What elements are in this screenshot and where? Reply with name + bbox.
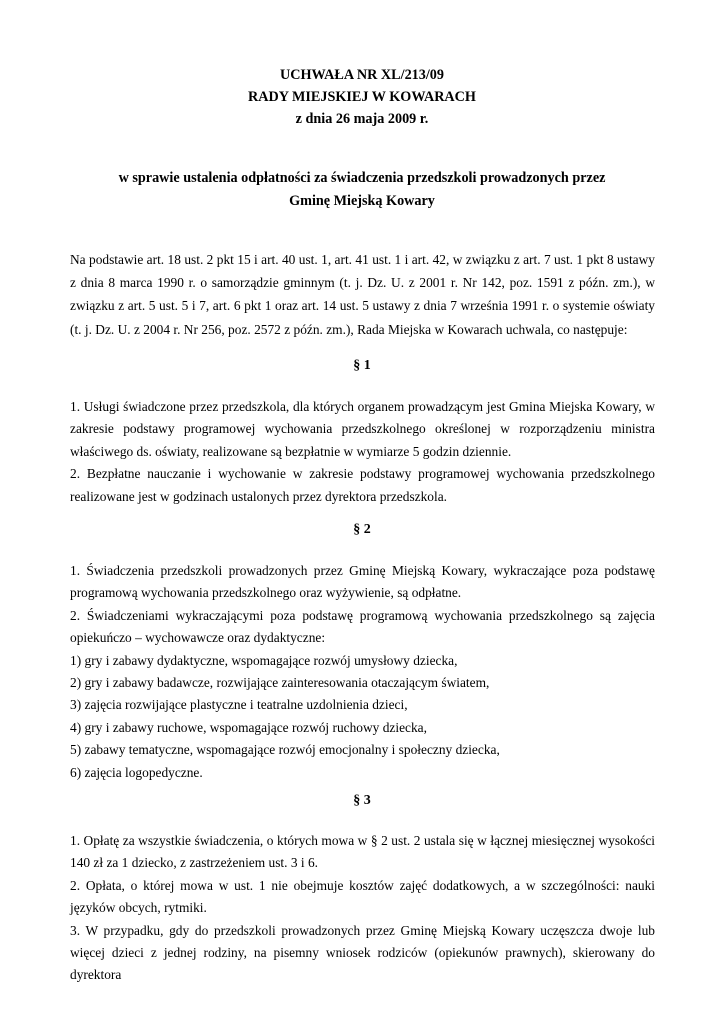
section-3-heading: § 3 xyxy=(353,793,371,808)
resolution-number: UCHWAŁA NR XL/213/09 xyxy=(280,67,444,83)
section-2-body xyxy=(70,560,655,784)
section-2-paragraph-1: 1. Świadczenia przedszkoli prowadzonych przez Gminę Miejską Kowary, wykraczające poza podstawę programową wychowania przedszkolnego oraz wyżywienie, są odpłatne. xyxy=(70,563,655,601)
resolution-date: z dnia 26 maja 2009 r. xyxy=(295,111,429,127)
subject-line-1: w sprawie ustalenia odpłatności za świadczenia przedszkoli prowadzonych przez xyxy=(118,170,606,186)
section-3-body xyxy=(70,830,655,987)
section-2-list-item-4: 4) gry i zabawy ruchowe, wspomagające rozwój ruchowy dziecka, xyxy=(70,719,427,735)
legal-basis-paragraph: Na podstawie art. 18 ust. 2 pkt 15 i art. 40 ust. 1, art. 41 ust. 1 i art. 42, w związku z art. 7 ust. 1 pkt 8 ustawy z dnia 8 marca 1990 r. o samorządzie gminnym (t. j. Dz. U. z 2001 r. Nr 142, poz. 1591 z późn. zm.), w związku z art. 5 ust. 5 i 7, art. 6 pkt 1 oraz art. 14 ust. 5 ustawy z dnia 7 września 1991 r. o systemie oświaty (t. j. Dz. U. z 2004 r. Nr 256, poz. 2572 z późn. zm.), Rada Miejska w Kowarach uchwala, co następuje: xyxy=(70,252,655,337)
section-2-list-item-2: 2) gry i zabawy badawcze, rozwijające zainteresowania otaczającym światem, xyxy=(70,675,490,691)
section-1-paragraph-1: 1. Usługi świadczone przez przedszkola, dla których organem prowadzącym jest Gmina Miejska Kowary, w zakresie podstawy programowej wychowania przedszkolnego określonej w rozporządzeniu ministra właściwego ds. oświaty, realizowane są bezpłatnie w wymiarze 5 godzin dziennie. xyxy=(70,399,655,459)
subject-line-2: Gminę Miejską Kowary xyxy=(289,193,435,209)
section-1-heading: § 1 xyxy=(353,358,371,373)
resolution-header xyxy=(0,64,724,130)
section-1-body xyxy=(70,396,655,508)
resolution-subject xyxy=(60,167,664,213)
council-name: RADY MIEJSKIEJ W KOWARACH xyxy=(248,89,476,105)
section-2-list-item-5: 5) zabawy tematyczne, wspomagające rozwój emocjonalny i społeczny dziecka, xyxy=(70,742,500,758)
section-3-paragraph-3: 3. W przypadku, gdy do przedszkoli prowadzonych przez Gminę Miejską Kowary uczęszcza dwoje lub więcej dzieci z jednej rodziny, na pisemny wniosek rodziców (opiekunów prawnych), skierowany do dyrektora xyxy=(70,922,655,983)
section-1-paragraph-2: 2. Bezpłatne nauczanie i wychowanie w zakresie podstawy programowej wychowania przedszkolnego realizowane jest w godzinach ustalonych przez dyrektora przedszkola. xyxy=(70,466,655,504)
section-2-heading: § 2 xyxy=(353,522,371,537)
section-2-list-item-3: 3) zajęcia rozwijające plastyczne i teatralne uzdolnienia dzieci, xyxy=(70,697,408,713)
section-2-list-item-6: 6) zajęcia logopedyczne. xyxy=(70,764,203,780)
section-3-paragraph-2: 2. Opłata, o której mowa w ust. 1 nie obejmuje kosztów zajęć dodatkowych, a w szczególności: nauki języków obcych, rytmiki. xyxy=(70,877,655,916)
section-3-paragraph-1: 1. Opłatę za wszystkie świadczenia, o których mowa w § 2 ust. 2 ustala się w łącznej miesięcznej wysokości 140 zł za 1 dziecko, z zastrzeżeniem ust. 3 i 6. xyxy=(70,833,655,871)
section-2-paragraph-2: 2. Świadczeniami wykraczającymi poza podstawę programową wychowania przedszkolnego są zajęcia opiekuńczo – wychowawcze oraz dydaktyczne: xyxy=(70,607,655,646)
section-2-list-item-1: 1) gry i zabawy dydaktyczne, wspomagające rozwój umysłowy dziecka, xyxy=(70,652,458,668)
